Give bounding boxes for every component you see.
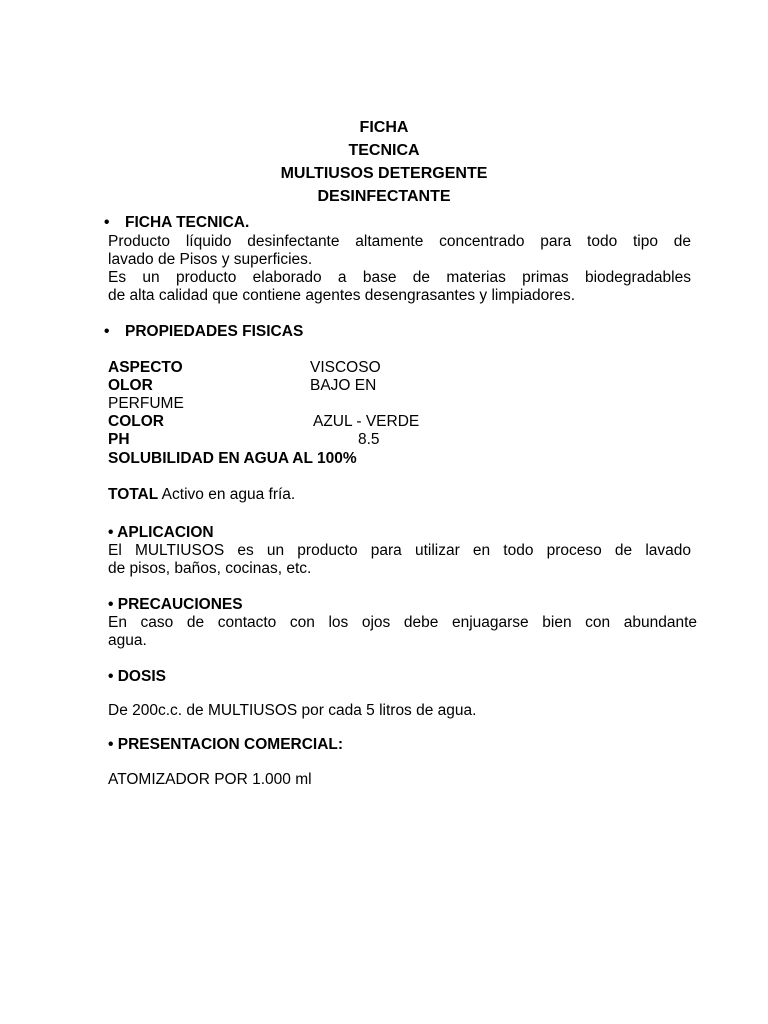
- dosis-heading: • DOSIS: [108, 668, 166, 685]
- precauciones-heading: • PRECAUCIONES: [108, 596, 243, 613]
- paragraph-line: de pisos, baños, cocinas, etc.: [108, 560, 312, 577]
- paragraph-line: Producto líquido desinfectante altamente concentrado para todo tipo de: [108, 233, 691, 250]
- ficha-heading: FICHA TECNICA.: [125, 214, 250, 231]
- title-line-2: TECNICA: [348, 142, 420, 159]
- aplicacion-paragraph: [108, 542, 691, 578]
- aspecto-value: VISCOSO: [310, 359, 381, 376]
- ph-value: 8.5: [358, 431, 380, 448]
- color-label: COLOR: [108, 413, 164, 430]
- color-value: AZUL - VERDE: [313, 413, 420, 430]
- paragraph-line: de alta calidad que contiene agentes desengrasantes y limpiadores.: [108, 287, 576, 304]
- paragraph-line: Es un producto elaborado a base de materias primas biodegradables: [108, 269, 691, 286]
- bullet-icon: •: [104, 214, 110, 231]
- olor-label: OLOR: [108, 377, 153, 394]
- paragraph-line: lavado de Pisos y superficies.: [108, 251, 313, 268]
- bullet-icon: •: [104, 323, 110, 340]
- aspecto-label: ASPECTO: [108, 359, 183, 376]
- aplicacion-heading: • APLICACION: [108, 524, 214, 541]
- presentacion-text: ATOMIZADOR POR 1.000 ml: [108, 771, 312, 788]
- title-line-1: FICHA: [359, 119, 409, 136]
- dosis-text: De 200c.c. de MULTIUSOS por cada 5 litros de agua.: [108, 702, 477, 719]
- precauciones-paragraph: [108, 614, 697, 650]
- total-line: [108, 486, 295, 504]
- document-title: [0, 116, 768, 208]
- paragraph-line: agua.: [108, 632, 147, 649]
- olor-value: BAJO EN: [310, 377, 377, 394]
- presentacion-heading: • PRESENTACION COMERCIAL:: [108, 736, 344, 753]
- ph-label: PH: [108, 431, 130, 448]
- title-line-3: MULTIUSOS DETERGENTE: [280, 165, 488, 182]
- propiedades-heading: PROPIEDADES FISICAS: [125, 323, 304, 340]
- total-label: TOTAL: [108, 486, 159, 503]
- paragraph-line: El MULTIUSOS es un producto para utilizar en todo proceso de lavado: [108, 542, 691, 559]
- title-line-4: DESINFECTANTE: [317, 188, 451, 205]
- total-value: Activo en agua fría.: [158, 486, 296, 503]
- solubilidad-line: SOLUBILIDAD EN AGUA AL 100%: [108, 450, 357, 467]
- paragraph-line: En caso de contacto con los ojos debe enjuagarse bien con abundante: [108, 614, 697, 631]
- ficha-paragraph: [108, 233, 691, 305]
- olor-value-continued: PERFUME: [108, 395, 184, 412]
